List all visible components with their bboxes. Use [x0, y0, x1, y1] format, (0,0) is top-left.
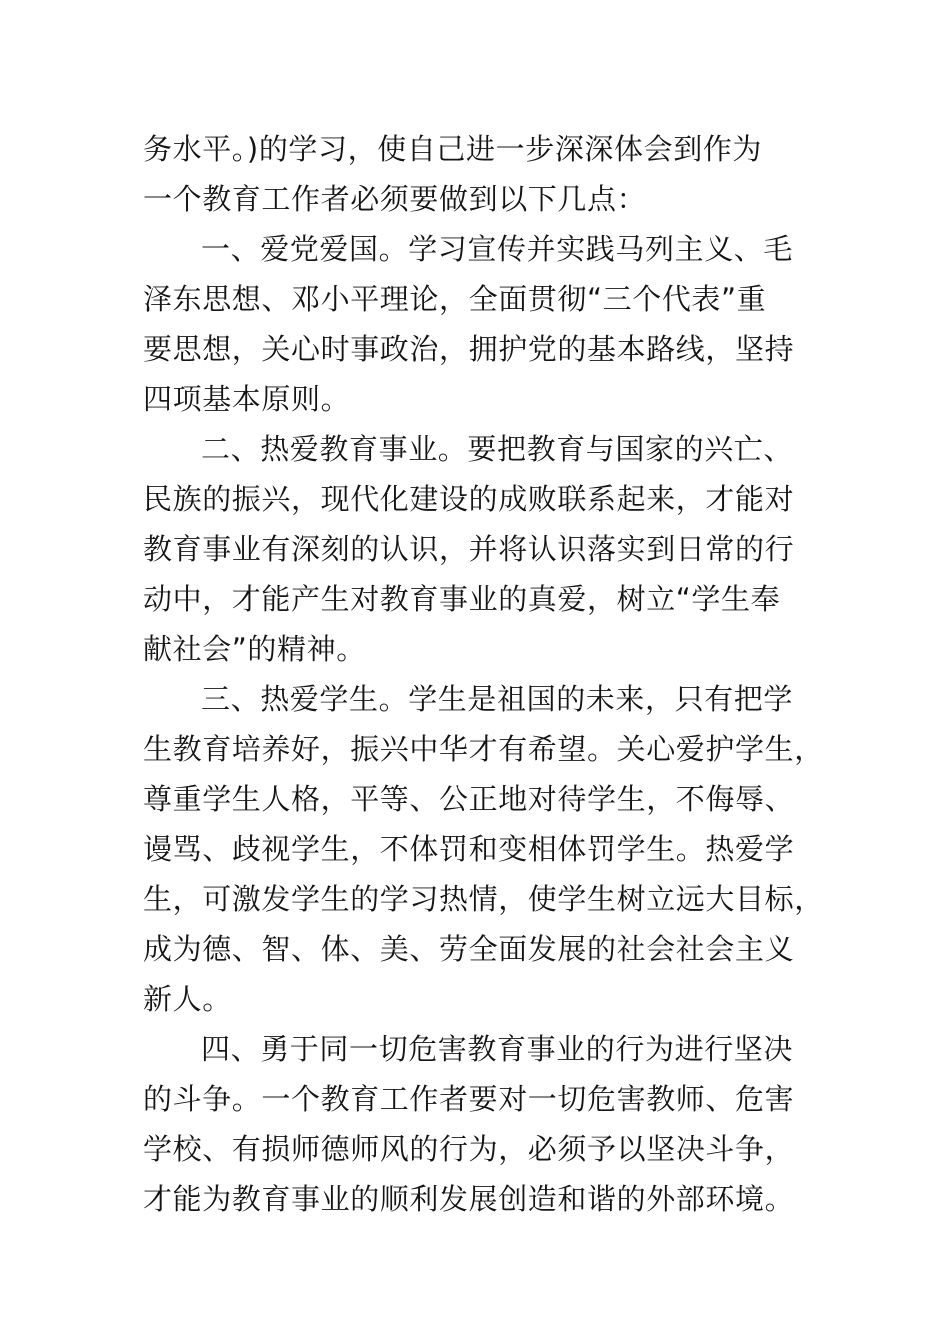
paragraph-3-start: 三、热爱学生。学生是祖国的未来，只有把学 [201, 682, 794, 716]
text-line: 生教育培养好，振兴中华才有希望。关心爱护学生， [143, 732, 824, 766]
text-line: 动中，才能产生对教育事业的真爱，树立“学生奉 [143, 582, 781, 616]
text-line: 教育事业有深刻的认识，并将认识落实到日常的行 [143, 532, 795, 566]
paragraph-4-start: 四、勇于同一切危害教育事业的行为进行坚决 [201, 1032, 794, 1066]
text-line: 一个教育工作者必须要做到以下几点： [143, 182, 647, 216]
text-line: 生，可激发学生的学习热情，使学生树立远大目标， [143, 882, 824, 916]
text-line: 新人。 [143, 982, 232, 1016]
text-line: 务水平。)的学习，使自己进一步深深体会到作为 [143, 132, 763, 166]
text-line: 才能为教育事业的顺利发展创造和谐的外部环境。 [143, 1182, 795, 1216]
paragraph-2-start: 二、热爱教育事业。要把教育与国家的兴亡、 [201, 432, 794, 466]
text-line: 学校、有损师德师风的行为，必须予以坚决斗争， [143, 1132, 795, 1166]
text-line: 的斗争。一个教育工作者要对一切危害教师、危害 [143, 1082, 795, 1116]
text-line: 尊重学生人格，平等、公正地对待学生，不侮辱、 [143, 782, 795, 816]
document-body [143, 124, 824, 1224]
text-line: 要思想，关心时事政治，拥护党的基本路线，坚持 [143, 332, 795, 366]
text-line: 泽东思想、邓小平理论，全面贯彻“三个代表”重 [143, 282, 767, 316]
text-line: 成为德、智、体、美、劳全面发展的社会社会主义 [143, 932, 795, 966]
text-line: 谩骂、歧视学生，不体罚和变相体罚学生。热爱学 [143, 832, 795, 866]
text-line: 献社会”的精神。 [143, 632, 366, 666]
text-line: 民族的振兴，现代化建设的成败联系起来，才能对 [143, 482, 795, 516]
text-line: 四项基本原则。 [143, 382, 351, 416]
paragraph-1-start: 一、爱党爱国。学习宣传并实践马列主义、毛 [201, 232, 794, 266]
